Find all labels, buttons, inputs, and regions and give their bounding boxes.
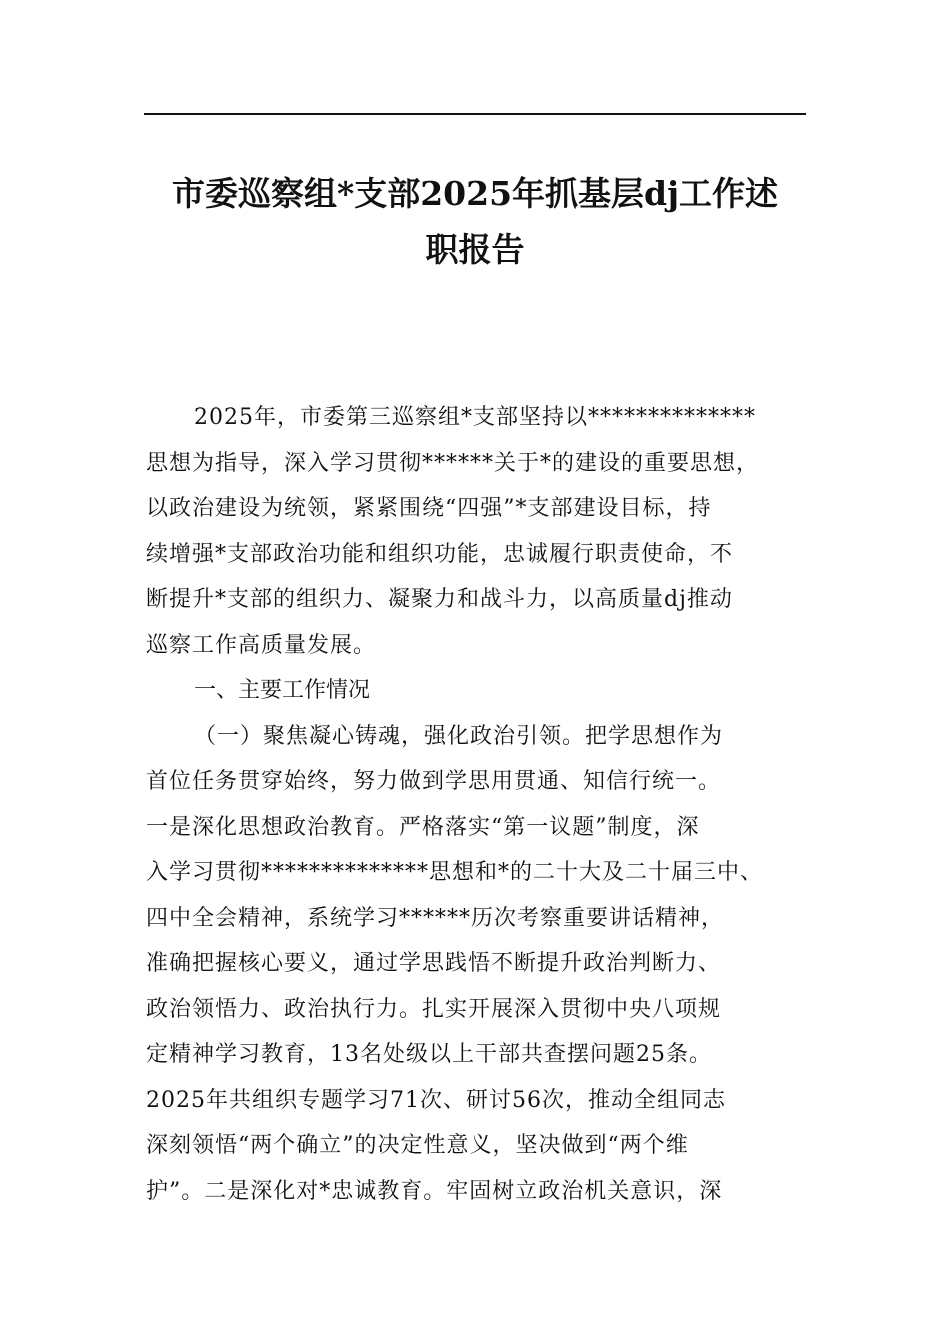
paragraph-line: 一是深化思想政治教育。严格落实“第一议题”制度，深 xyxy=(146,814,700,840)
title-line-1: 市委巡察组*支部2025年抓基层dj工作述 xyxy=(171,174,779,213)
paragraph-line: 定精神学习教育，13名处级以上干部共查摆问题25条。 xyxy=(146,1042,712,1067)
paragraph-line: 2025年共组织专题学习71次、研讨56次，推动全组同志 xyxy=(146,1087,726,1113)
paragraph-line: 巡察工作高质量发展。 xyxy=(146,632,377,658)
paragraph-line: 断提升*支部的组织力、凝聚力和战斗力，以高质量dj推动 xyxy=(146,587,733,612)
document-title xyxy=(144,166,806,278)
paragraph-line: 入学习贯彻**************思想和*的二十大及二十届三中、 xyxy=(146,860,764,885)
paragraph-line: 深刻领悟“两个确立”的决定性意义，坚决做到“两个维 xyxy=(146,1133,689,1158)
subsection-line: （一）聚焦凝心铸魂，强化政治引领。把学思想作为 xyxy=(194,723,724,749)
paragraph-line: 思想为指导，深入学习贯彻******关于*的建设的重要思想， xyxy=(146,450,760,476)
header-rule xyxy=(144,113,806,115)
paragraph-line: 政治领悟力、政治执行力。扎实开展深入贯彻中央八项规 xyxy=(146,996,722,1022)
section-heading: 一、主要工作情况 xyxy=(194,678,371,703)
paragraph-line: 2025年，市委第三巡察组*支部坚持以************** xyxy=(194,405,756,430)
paragraph-line: 以政治建设为统领，紧紧围绕“四强”*支部建设目标，持 xyxy=(146,496,712,521)
paragraph-line: 首位任务贯穿始终，努力做到学思用贯通、知信行统一。 xyxy=(146,769,722,794)
paragraph-line: 护”。二是深化对*忠诚教育。牢固树立政治机关意识，深 xyxy=(146,1178,723,1204)
paragraph-line: 四中全会精神，系统学习******历次考察重要讲话精神， xyxy=(146,905,725,931)
paragraph-line: 准确把握核心要义，通过学思践悟不断提升政治判断力、 xyxy=(146,951,722,976)
paragraph-line: 续增强*支部政治功能和组织功能，忠诚履行职责使命，不 xyxy=(146,541,734,567)
document-body xyxy=(146,395,806,1214)
title-line-2: 职报告 xyxy=(425,230,525,269)
